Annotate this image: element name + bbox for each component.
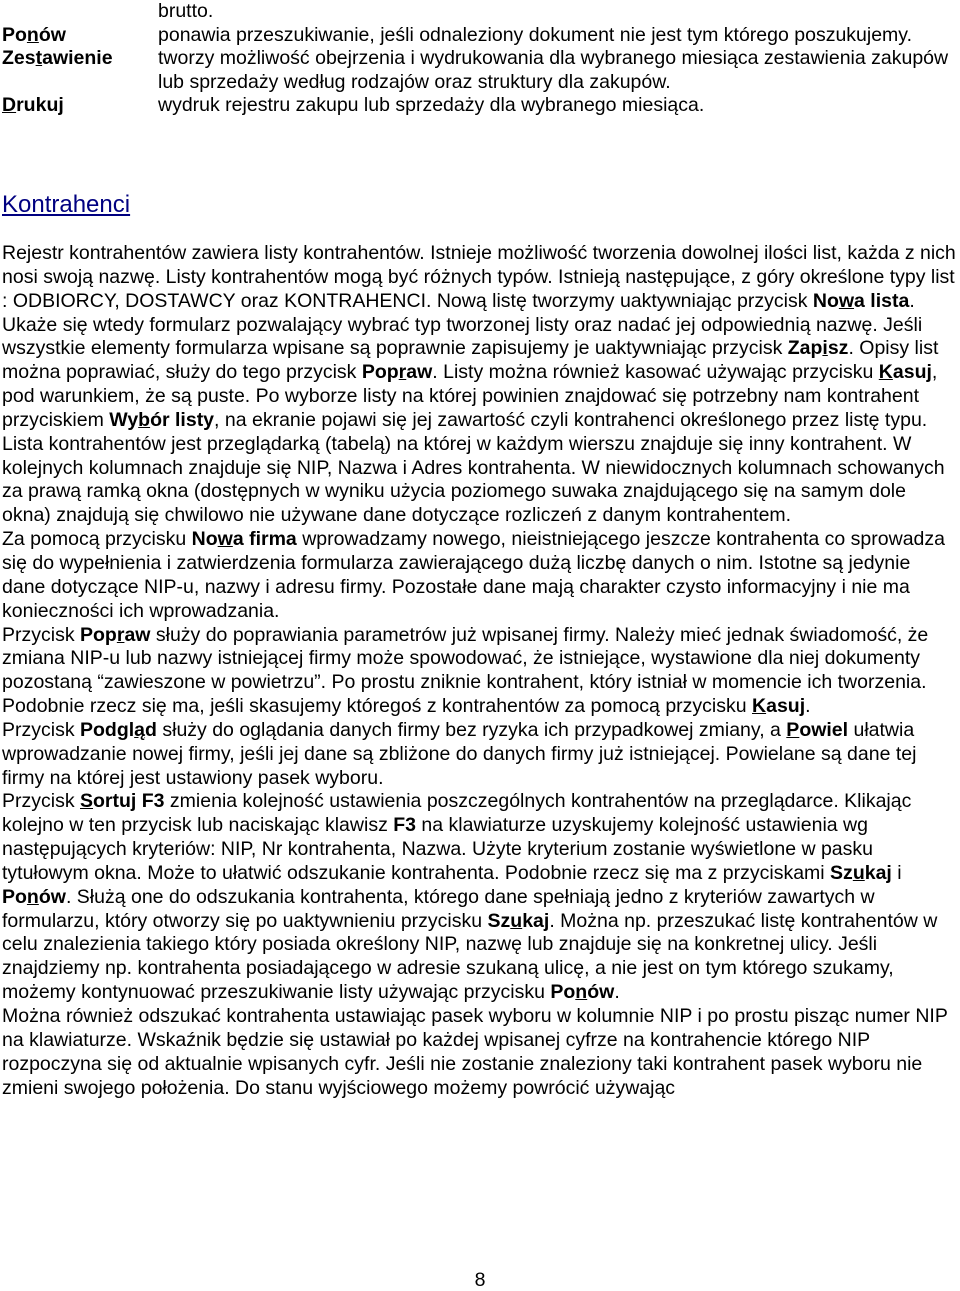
definition-item bbox=[2, 24, 952, 48]
definition-term: Drukuj bbox=[2, 94, 64, 117]
definition-list bbox=[2, 0, 952, 118]
paragraph: Rejestr kontrahentów zawiera listy kontrahentów. Istnieje możliwość tworzenia dowolnej ilości list, każda z nich nosi swoją nazwę. Listy kontrahentów mogą być różnych typów. Istnieją następujące, z góry określone typy list : ODBIORCY, DOSTAWCY oraz KONTRAHENCI. Nową listę tworzymy uaktywniając przycisk Nowa lista. Ukaże się wtedy formularz pozwalający wybrać typ tworzonej listy oraz nadać jej odpowiednią nazwę. Jeśli wszystkie elementy formularza wpisane są poprawnie zapisujemy je uaktywniając przycisk Zapisz. Opisy list można poprawiać, służy do tego przycisk Popraw. Listy można również kasować używając przycisku Kasuj, pod warunkiem, że są puste. Po wyborze listy na której powinien znajdować się potrzebny nam kontrahent przyciskiem Wybór listy, na ekranie pojawi się jej zawartość czyli kontrahenci określonego przez listę typu. bbox=[2, 242, 956, 431]
paragraph: Można również odszukać kontrahenta ustawiając pasek wyboru w kolumnie NIP i po prostu pisząc numer NIP na klawiaturze. Wskaźnik będzie się ustawiał po każdej wpisanej cyfrze na kontrahencie którego NIP rozpoczyna się od aktualnie wpisanych cyfr. Jeśli nie zostanie znaleziony taki kontrahent pasek wyboru nie zmieni swojego położenia. Do stanu wyjściowego możemy powrócić używając bbox=[2, 1005, 948, 1099]
hotkey-letter: D bbox=[2, 94, 17, 117]
definition-term: Zestawienie bbox=[2, 47, 113, 70]
paragraph: Przycisk Popraw służy do poprawiania parametrów już wpisanej firmy. Należy mieć jednak świadomość, że zmiana NIP-u lub nazwy istniejącej firmy może spowodować, że istniejące, wystawione dla niej dokumenty pozostaną “zawieszone w powietrzu”. Po prostu zniknie kontrahent, który istniał w momencie ich tworzenia. bbox=[2, 623, 929, 694]
paragraph: Przycisk Sortuj F3 zmienia kolejność ustawienia poszczególnych kontrahentów na przeglądarce. Klikając kolejno w ten przycisk lub naciskając klawisz F3 na klawiaturze uzyskujemy kolejność ustawienia wg następujących kryteriów: NIP, Nr kontrahenta, Nazwa. Użyte kryterium zostanie wyświetlone w pasku tytułowym okna. Może to ułatwić odszukanie kontrahenta. Podobnie rzecz się ma z przyciskami Szukaj i Ponów. Służą one do odszukania kontrahenta, którego dane spełniają jedno z kryteriów zawartych w formularzu, który otworzy się po uaktywnieniu przycisku Szukaj. Można np. przeszukać listę kontrahentów w celu znalezienia takiego który posiada określony NIP, nazwę lub znajduje się na konkretnej ulicy. Jeśli znajdziemy np. kontrahenta posiadającego w adresie szukaną ulicę, a nie jest on tym którego szukamy, możemy kontynuować przeszukiwanie listy używając przycisku Ponów. bbox=[2, 790, 938, 1004]
definition-description: brutto. bbox=[158, 0, 214, 22]
definition-description: tworzy możliwość obejrzenia i wydrukowania dla wybranego miesiąca zestawienia zakupów lub sprzedaży według rodzajów oraz struktury dla zakupów. bbox=[158, 47, 949, 93]
page-number: 8 bbox=[474, 1269, 486, 1291]
definition-term bbox=[2, 0, 158, 24]
hotkey-letter: n bbox=[26, 23, 39, 46]
definition-term: Ponów bbox=[2, 23, 66, 46]
paragraph: Za pomocą przycisku Nowa firma wprowadzamy nowego, nieistniejącego jeszcze kontrahenta co sprowadza się do wypełnienia i zatwierdzenia formularza zawierającego dużą liczbę danych o nim. Istotne są jedynie dane dotyczące NIP-u, nazwy i adresu firmy. Pozostałe dane mają charakter czysto informacyjny i nie ma konieczności ich wprowadzania. bbox=[2, 528, 945, 622]
definition-item bbox=[2, 0, 952, 24]
definition-description: wydruk rejestru zakupu lub sprzedaży dla wybranego miesiąca. bbox=[158, 94, 705, 117]
hotkey-letter: t bbox=[35, 47, 43, 70]
paragraph: Przycisk Podgląd służy do oglądania danych firmy bez ryzyka ich przypadkowej zmiany, a Powiel ułatwia wprowadzanie nowej firmy, jeśli jej dane są zbliżone do danych firmy już istniejącej. Powielane są dane tej firmy na której jest ustawiony pasek wyboru. bbox=[2, 718, 917, 789]
section-body bbox=[2, 242, 957, 1100]
definition-item bbox=[2, 94, 952, 118]
paragraph: Lista kontrahentów jest przeglądarką (tabelą) na której w każdym wierszu znajduje się inny kontrahent. W kolejnych kolumnach znajduje się NIP, Nazwa i Adres kontrahenta. W niewidocznych kolumnach schowanych za prawą ramką okna (dostępnych w wyniku użycia poziomego suwaka znajdującego się na samym dole okna) znajdują się chwilowo nie używane dane dotyczące rozliczeń z danym kontrahentem. bbox=[2, 432, 945, 527]
definition-description: ponawia przeszukiwanie, jeśli odnaleziony dokument nie jest tym którego poszukujemy. bbox=[158, 23, 913, 46]
section-heading: Kontrahenci bbox=[2, 191, 131, 218]
definition-item bbox=[2, 47, 952, 94]
paragraph: Podobnie rzecz się ma, jeśli skasujemy któregoś z kontrahentów za pomocą przycisku Kasuj. bbox=[2, 695, 811, 718]
